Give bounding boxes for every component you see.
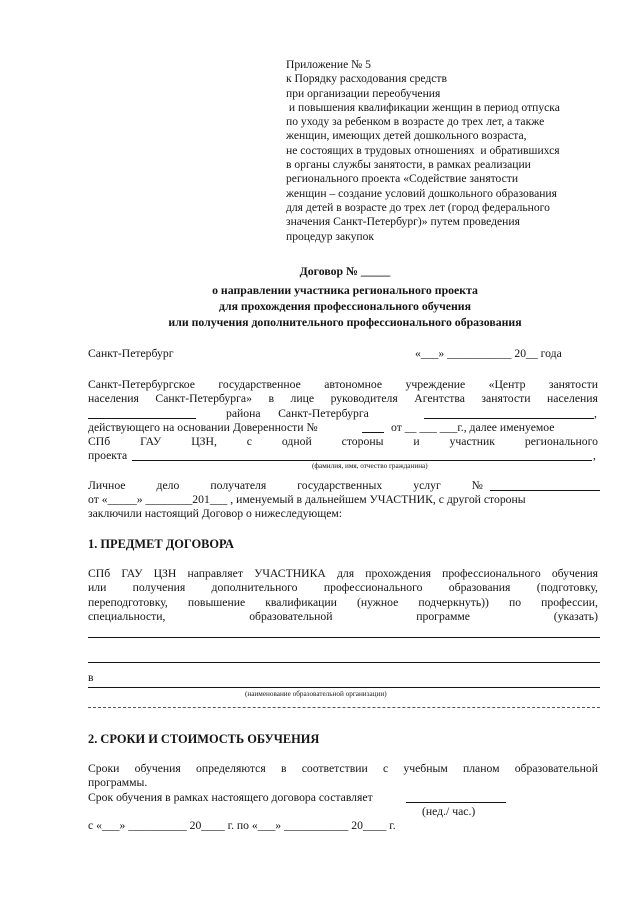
parties-line bbox=[88, 378, 598, 392]
word: дело bbox=[156, 479, 180, 492]
word: с bbox=[246, 435, 252, 448]
participant-name-field[interactable] bbox=[132, 449, 592, 461]
parties-line bbox=[88, 449, 598, 463]
section2-line bbox=[88, 762, 598, 776]
parties-line bbox=[88, 392, 598, 406]
word: профессионального bbox=[442, 567, 541, 580]
word: одной bbox=[281, 435, 312, 448]
contract-title-line: или получения дополнительного профессионального образования bbox=[168, 315, 522, 329]
appendix-line: процедур закупок bbox=[286, 229, 375, 243]
word: для bbox=[336, 567, 355, 580]
participant-label: проекта bbox=[88, 449, 128, 462]
word: подчеркнуть)) bbox=[418, 596, 489, 609]
duration-unit: (нед./ час.) bbox=[422, 805, 476, 818]
word: занятости bbox=[481, 392, 531, 405]
word: государственное bbox=[218, 378, 301, 391]
word: СПб bbox=[88, 567, 111, 580]
contract-title-line: о направлении участника регионального проекта bbox=[212, 283, 478, 297]
parties-line bbox=[88, 435, 598, 449]
appendix-line: значения Санкт-Петербург)» путем проведения bbox=[286, 215, 520, 229]
word: СПб bbox=[88, 435, 111, 448]
word: соответствии bbox=[301, 762, 368, 775]
word: занятости bbox=[548, 378, 598, 391]
section2-line: программы. bbox=[88, 776, 148, 789]
power-of-attorney-date: от __ ___ ___г., далее именуемое bbox=[391, 421, 555, 434]
word: ЦЗН, bbox=[191, 435, 217, 448]
word: и bbox=[413, 435, 420, 448]
word: учреждение bbox=[405, 378, 466, 391]
duration-label: Срок обучения в рамках настоящего договора составляет bbox=[88, 791, 373, 804]
word: учебным bbox=[403, 762, 448, 775]
word: ГАУ bbox=[140, 435, 162, 448]
section-heading: 1. ПРЕДМЕТ ДОГОВОРА bbox=[88, 537, 234, 551]
word: профессионального bbox=[323, 581, 423, 594]
place-date-row bbox=[88, 347, 598, 361]
section1-line bbox=[88, 567, 598, 581]
word: УЧАСТНИКА bbox=[254, 567, 326, 580]
section2-line bbox=[88, 791, 598, 805]
word: лице bbox=[290, 392, 315, 405]
contract-date: «___» ___________ 20__ года bbox=[415, 347, 562, 360]
blank-field[interactable] bbox=[362, 421, 384, 433]
word: в bbox=[268, 392, 275, 405]
word: Агентства bbox=[414, 392, 465, 405]
appendix-line: к Порядку расходования средств bbox=[286, 72, 447, 86]
word: определяются bbox=[196, 762, 266, 775]
power-of-attorney-label: действующего на основании Доверенности № bbox=[88, 421, 318, 434]
word: планом bbox=[462, 762, 500, 775]
word: профессии, bbox=[541, 596, 598, 609]
word: специальности, bbox=[88, 610, 166, 623]
district-label: района Санкт-Петербурга bbox=[226, 407, 369, 420]
word: руководителя bbox=[330, 392, 398, 405]
word: по bbox=[508, 596, 522, 609]
word: получения bbox=[132, 581, 186, 594]
parties-line bbox=[88, 421, 598, 435]
word: Санкт-Петербурга» bbox=[155, 392, 252, 405]
word: № bbox=[471, 479, 483, 492]
word: государственных bbox=[297, 479, 383, 492]
word: дополнительного bbox=[211, 581, 298, 594]
org-prefix: в bbox=[88, 671, 94, 684]
word: с bbox=[382, 762, 389, 775]
organization-field[interactable] bbox=[88, 707, 600, 708]
contract-number: Договор № _____ bbox=[299, 264, 391, 278]
word: (указать) bbox=[553, 610, 598, 623]
section1-line bbox=[88, 610, 598, 624]
word: ЦЗН bbox=[153, 567, 177, 580]
personal-line: от «_____» ________201___ , именуемый в дальнейшем УЧАСТНИК, с другой стороны bbox=[88, 493, 526, 506]
organization-field[interactable] bbox=[88, 687, 600, 688]
contract-title-line: для прохождения профессионального обучения bbox=[219, 299, 471, 313]
word: образовательной bbox=[514, 762, 598, 775]
appendix-line: Приложение № 5 bbox=[286, 58, 371, 71]
word: Сроки bbox=[88, 762, 120, 775]
word: программе bbox=[416, 610, 470, 623]
word: (нужное bbox=[356, 596, 399, 609]
word: автономное bbox=[324, 378, 383, 391]
word: регионального bbox=[524, 435, 598, 448]
blank-field[interactable] bbox=[424, 407, 594, 419]
word: Личное bbox=[88, 479, 126, 492]
word: квалификации bbox=[265, 596, 337, 609]
caption-org: (наименование образовательной организации) bbox=[245, 690, 387, 698]
punct: , bbox=[593, 449, 596, 462]
duration-field[interactable] bbox=[406, 791, 506, 803]
appendix-line: для детей в возрасте до трех лет (город федерального bbox=[286, 200, 550, 214]
appendix-line: регионального проекта «Содействие занятости bbox=[286, 172, 519, 186]
blank-field[interactable] bbox=[88, 407, 196, 419]
word: населения bbox=[547, 392, 598, 405]
word: Санкт-Петербургское bbox=[88, 378, 195, 391]
word: или bbox=[88, 581, 107, 594]
section1-line bbox=[88, 596, 598, 610]
word: населения bbox=[88, 392, 139, 405]
punct: , bbox=[594, 407, 597, 420]
caption-fio: (фамилия, имя, отчество гражданина) bbox=[312, 462, 428, 470]
word: повышение bbox=[187, 596, 246, 609]
word: услуг bbox=[413, 479, 441, 492]
section-heading: 2. СРОКИ И СТОИМОСТЬ ОБУЧЕНИЯ bbox=[88, 732, 320, 746]
word: прохождения bbox=[365, 567, 431, 580]
word: участник bbox=[449, 435, 495, 448]
word: обучения bbox=[134, 762, 181, 775]
appendix-line: женщин – создание условий дошкольного образования bbox=[286, 186, 557, 200]
appendix-line: по уходу за ребенком в возрасте до трех лет, а также bbox=[286, 115, 545, 129]
period-line: с «___» __________ 20____ г. по «___» ___________ 20____ г. bbox=[88, 819, 396, 832]
personal-line bbox=[88, 479, 483, 493]
appendix-line: и повышения квалификации женщин в период отпуска bbox=[286, 100, 560, 114]
program-field[interactable] bbox=[88, 637, 600, 638]
word: образования bbox=[448, 581, 511, 594]
word: в bbox=[280, 762, 287, 775]
program-field[interactable] bbox=[88, 662, 600, 663]
appendix-note bbox=[286, 58, 604, 244]
word: стороны bbox=[341, 435, 384, 448]
word: направляет bbox=[187, 567, 243, 580]
word: переподготовку, bbox=[88, 596, 168, 609]
city: Санкт-Петербург bbox=[88, 347, 174, 360]
appendix-line: в органы службы занятости, в рамках реализации bbox=[286, 158, 531, 172]
word: образовательной bbox=[249, 610, 333, 623]
appendix-line: при организации переобучения bbox=[286, 86, 441, 100]
word: «Центр bbox=[488, 378, 526, 391]
word: ГАУ bbox=[121, 567, 143, 580]
personal-line: заключили настоящий Договор о нижеследующем: bbox=[88, 507, 343, 520]
word: обучения bbox=[551, 567, 598, 580]
word: (подготовку, bbox=[536, 581, 598, 594]
section1-line bbox=[88, 581, 598, 595]
word: получателя bbox=[210, 479, 267, 492]
appendix-line: не состоящих в трудовых отношениях и обратившихся bbox=[286, 143, 560, 157]
personal-file-number-field[interactable] bbox=[490, 479, 600, 491]
appendix-line: женщин, имеющих детей дошкольного возраста, bbox=[286, 129, 527, 143]
